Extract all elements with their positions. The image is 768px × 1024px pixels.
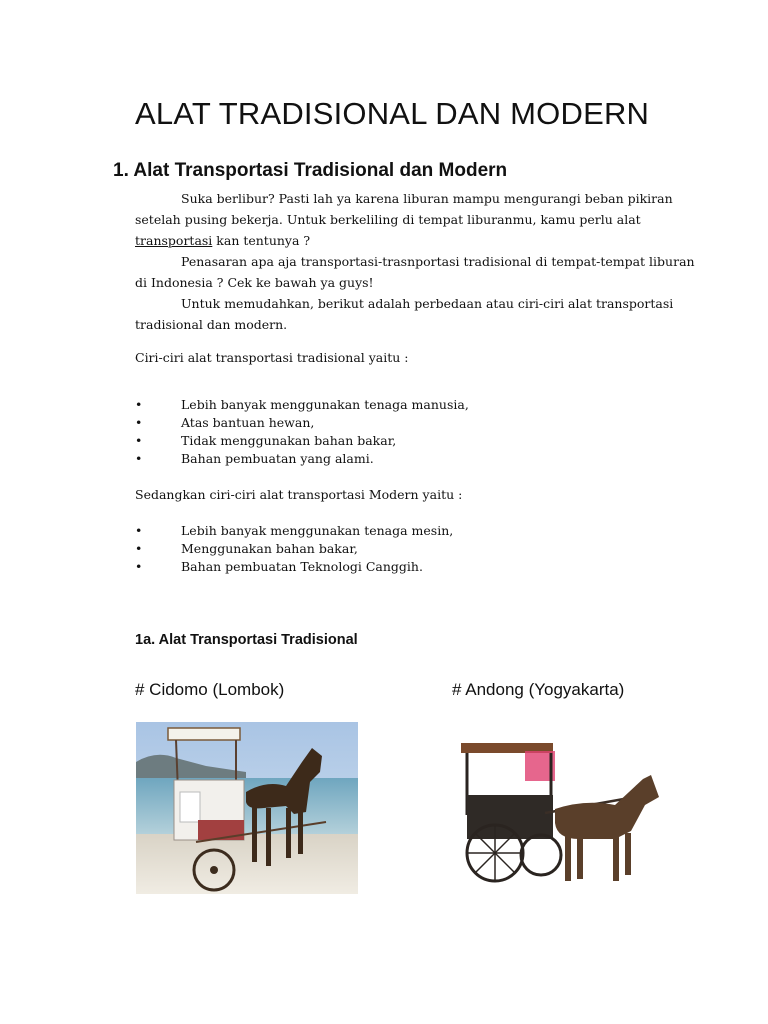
caption-cidomo: # Cidomo (Lombok): [135, 680, 285, 699]
paragraph-intro: [135, 188, 695, 251]
compare-text: Untuk memudahkan, berikut adalah perbedaan atau ciri-ciri alat transportasi tradisional dan modern.: [135, 296, 674, 332]
mod-label: Sedangkan ciri-ciri alat transportasi Modern yaitu :: [135, 487, 463, 502]
list-item: • Atas bantuan hewan,: [135, 415, 315, 430]
trad-label: Ciri-ciri alat transportasi tradisional yaitu :: [135, 350, 409, 365]
cidomo-photo: [136, 722, 358, 894]
paragraph-curious: [135, 251, 695, 293]
section-heading: 1. Alat Transportasi Tradisional dan Modern: [113, 160, 508, 181]
subsection-heading: 1a. Alat Transportasi Tradisional: [135, 632, 358, 648]
list-item: • Menggunakan bahan bakar,: [135, 541, 358, 556]
page-title: ALAT TRADISIONAL DAN MODERN: [135, 96, 650, 131]
list-item: • Lebih banyak menggunakan tenaga mesin,: [135, 523, 454, 538]
intro-text-a: Suka berlibur? Pasti lah ya karena liburan mampu mengurangi beban pikiran setelah pusing bekerja. Untuk berkeliling di tempat liburanmu, kamu perlu alat: [135, 191, 673, 227]
list-item: • Bahan pembuatan yang alami.: [135, 451, 374, 466]
mod-list: [135, 522, 453, 576]
intro-text-b: kan tentunya ?: [212, 233, 311, 248]
transportasi-link[interactable]: transportasi: [135, 233, 213, 248]
curious-text: Penasaran apa aja transportasi-trasnportasi tradisional di tempat-tempat liburan di Indonesia ? Cek ke bawah ya guys!: [135, 254, 695, 290]
list-item: • Lebih banyak menggunakan tenaga manusia,: [135, 397, 469, 412]
paragraph-compare: [135, 293, 695, 335]
list-item: • Bahan pembuatan Teknologi Canggih.: [135, 559, 423, 574]
list-item: • Tidak menggunakan bahan bakar,: [135, 433, 397, 448]
andong-photo: [455, 735, 670, 895]
caption-andong: # Andong (Yogyakarta): [452, 680, 625, 699]
trad-list: [135, 396, 469, 468]
